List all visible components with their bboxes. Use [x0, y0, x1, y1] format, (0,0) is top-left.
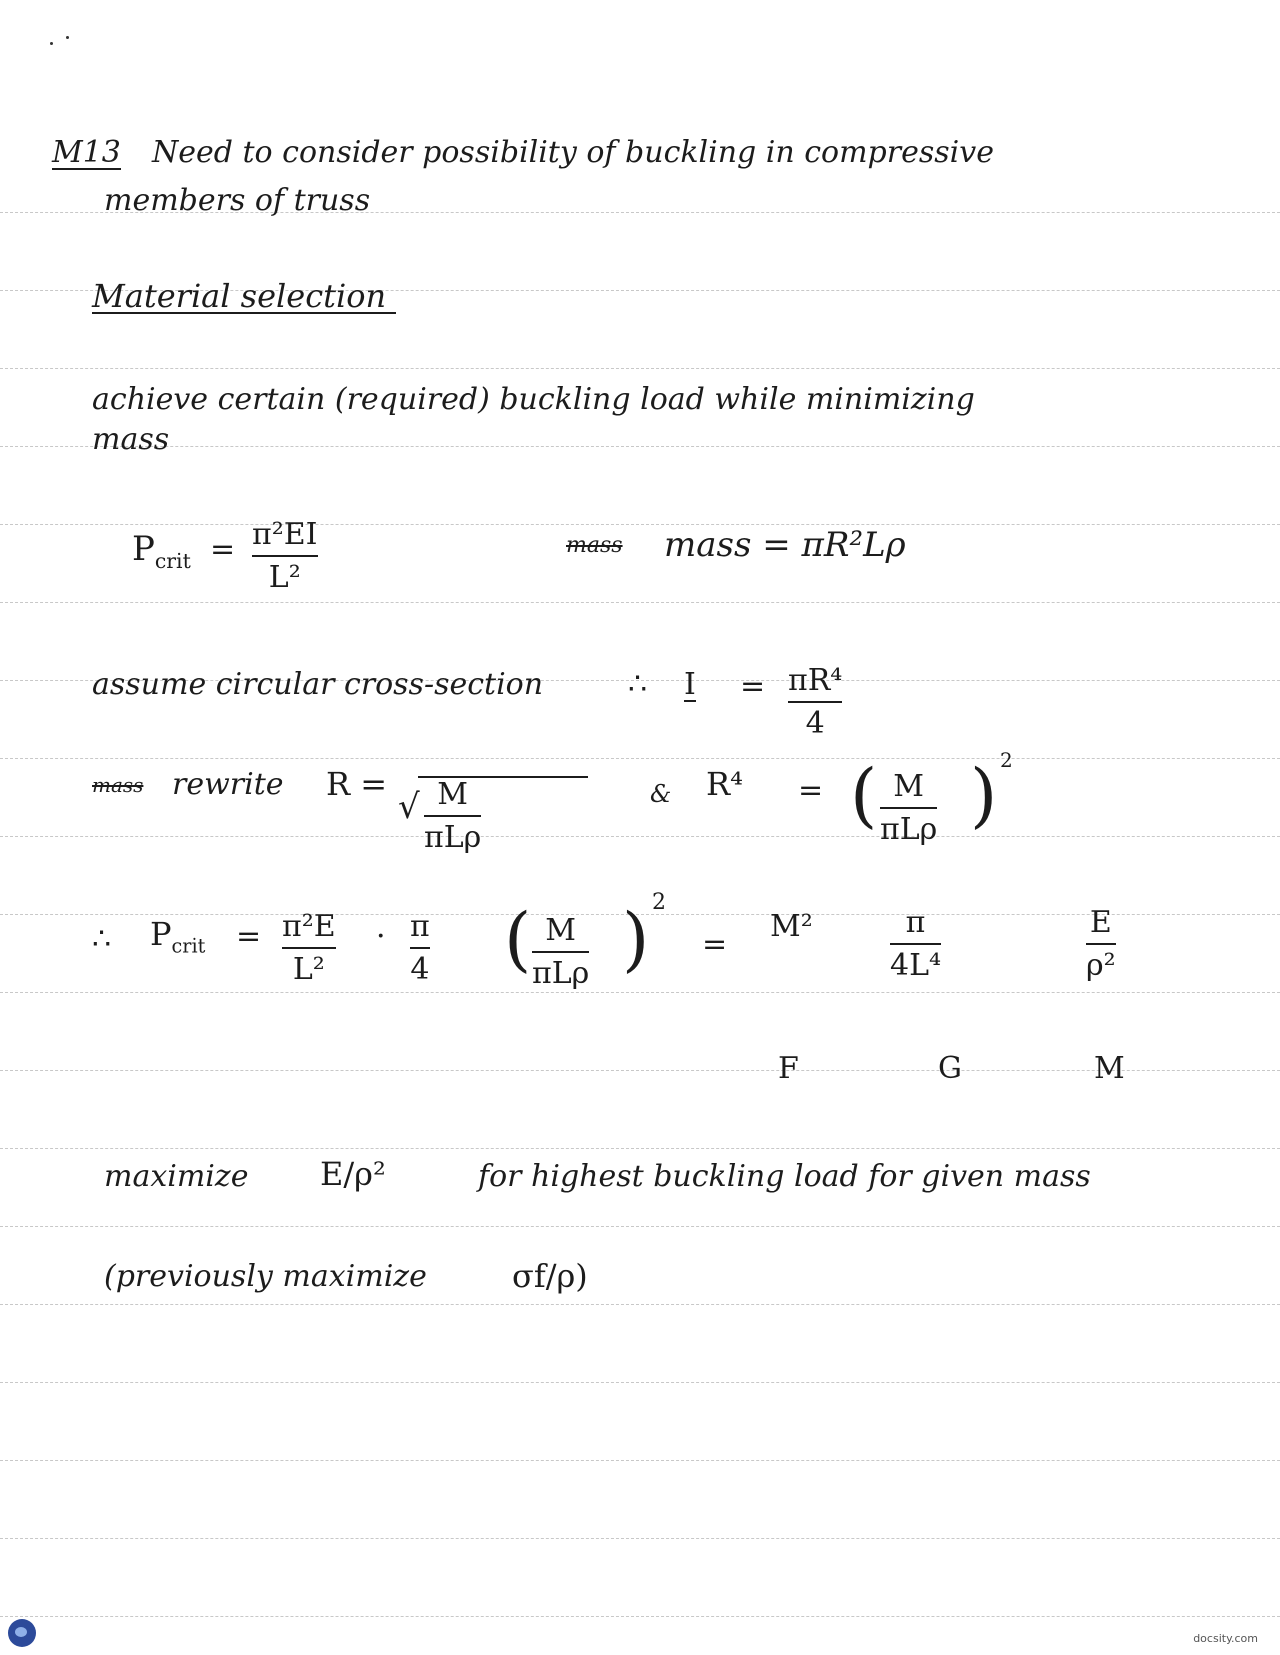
close-paren: ): [970, 754, 998, 836]
pcrit-symbol: [150, 915, 206, 958]
fraction-numerator: E: [1089, 905, 1112, 940]
pcrit-subscript: crit: [171, 934, 206, 958]
fraction-denominator: πLρ: [532, 956, 590, 991]
equals-sign: =: [798, 773, 824, 808]
moment-of-inertia-symbol: I: [684, 667, 696, 702]
fraction-bar: [532, 951, 589, 953]
ampersand: &: [650, 780, 672, 808]
euler-fraction: [252, 518, 318, 594]
fraction-denominator: πLρ: [880, 812, 938, 847]
radius-equals: R =: [326, 765, 388, 803]
rewrite-text: rewrite: [172, 767, 284, 802]
fraction-denominator: 4L⁴: [890, 948, 942, 983]
mass-fraction: [880, 770, 937, 846]
fraction-bar: [424, 815, 481, 817]
multiplication-dot: ·: [376, 919, 386, 954]
conclusion-text: for highest buckling load for given mass: [478, 1159, 1091, 1194]
label-geometric: G: [938, 1051, 962, 1086]
heading-text: Need to consider possibility of buckling in compressive: [152, 135, 994, 170]
radius-fourth: R⁴: [706, 765, 743, 803]
therefore-symbol: ∴: [92, 922, 112, 957]
fraction-numerator: πR⁴: [788, 663, 843, 698]
scan-speck: [50, 42, 53, 45]
fraction-bar: [282, 947, 336, 949]
geometry-fraction: [890, 906, 941, 982]
exponent: 2: [1000, 748, 1013, 772]
sqrt-symbol: √: [398, 787, 420, 827]
section-number: M13: [52, 135, 121, 170]
inertia-fraction: [788, 664, 842, 740]
assume-text: assume circular cross-section: [92, 667, 544, 702]
fraction-denominator: 4: [805, 706, 825, 741]
scan-speck: [66, 36, 69, 39]
open-paren: (: [850, 754, 878, 836]
euler-fraction-substituted: [282, 910, 336, 986]
mass-fraction: [532, 914, 589, 990]
watermark: docsity.com: [1193, 1632, 1258, 1645]
therefore-symbol: ∴: [628, 667, 648, 702]
sqrt-fraction: [424, 778, 481, 854]
pcrit-letter: P: [132, 529, 155, 569]
fraction-denominator: L²: [292, 952, 325, 987]
fraction-denominator: πLρ: [424, 820, 482, 855]
fraction-numerator: M: [545, 913, 576, 948]
fraction-denominator: 4: [410, 952, 430, 987]
open-paren: (: [504, 898, 532, 980]
struck-out-word: mass: [92, 773, 144, 797]
equals-sign: =: [702, 927, 728, 962]
fraction-numerator: π²E: [282, 909, 336, 944]
mass-equation: mass = πR²Lρ: [664, 525, 906, 565]
struck-out-word: mass: [566, 533, 623, 558]
docsity-logo-icon: [8, 1619, 36, 1647]
pcrit-letter: P: [150, 915, 172, 953]
maximize-text: maximize: [104, 1159, 249, 1194]
goal-text: achieve certain (required) buckling load while minimizing: [92, 382, 975, 417]
fraction-numerator: π: [410, 909, 430, 944]
section-title: Material selection: [92, 280, 396, 314]
pi-over-four-fraction: [410, 910, 430, 986]
previous-merit-index: σf/ρ): [512, 1257, 588, 1295]
previously-text: (previously maximize: [104, 1259, 427, 1294]
fraction-bar: [880, 807, 937, 809]
pcrit-symbol: [132, 529, 191, 573]
material-fraction: [1086, 906, 1116, 982]
label-material: M: [1094, 1051, 1125, 1086]
equals-sign: =: [210, 532, 236, 567]
fraction-bar: [890, 943, 941, 945]
mass-squared-term: M²: [770, 909, 813, 944]
fraction-bar: [1086, 943, 1116, 945]
fraction-bar: [410, 947, 430, 949]
fraction-numerator: M: [437, 777, 468, 812]
close-paren: ): [622, 898, 650, 980]
fraction-denominator: L²: [268, 560, 301, 595]
merit-index: E/ρ²: [320, 1155, 386, 1193]
fraction-bar: [788, 701, 842, 703]
heading-text-continued: members of truss: [104, 183, 371, 218]
goal-text-continued: mass: [92, 422, 170, 457]
fraction-numerator: π²EI: [252, 517, 318, 552]
fraction-bar: [252, 555, 318, 557]
pcrit-subscript: crit: [154, 548, 191, 573]
label-functional: F: [778, 1051, 799, 1086]
fraction-denominator: ρ²: [1086, 948, 1116, 983]
equals-sign: =: [740, 669, 766, 704]
exponent: 2: [652, 890, 666, 915]
fraction-numerator: π: [905, 905, 926, 940]
fraction-numerator: M: [893, 769, 924, 804]
equals-sign: =: [236, 919, 262, 954]
